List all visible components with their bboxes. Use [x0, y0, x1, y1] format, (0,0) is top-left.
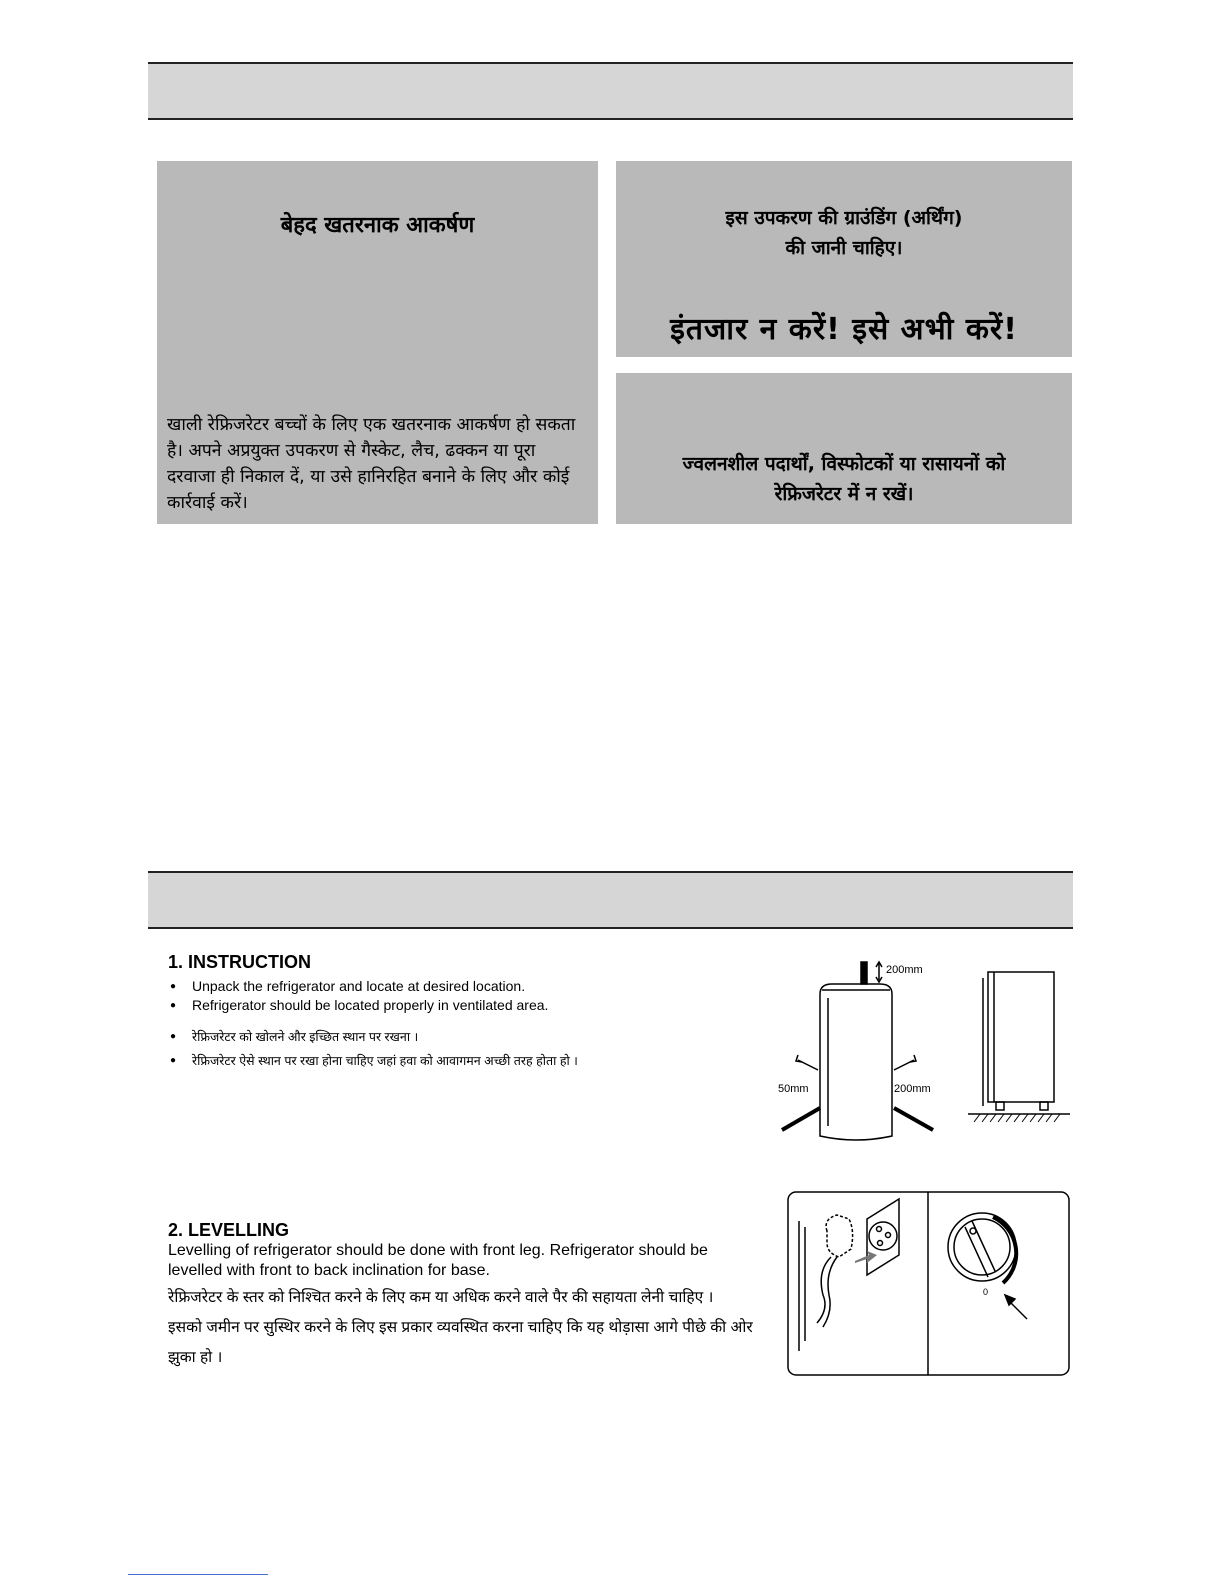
- grounding-slogan: इंतजार न करें! इसे अभी करें!: [670, 312, 1018, 347]
- section-header-band-bottom: [148, 871, 1073, 929]
- footer-rule: [128, 1574, 268, 1575]
- left-clearance-label: 50mm: [778, 1083, 809, 1095]
- levelling-body-hi-1: रेफ्रिजरेटर के स्तर को निश्चित करने के लिए कम या अधिक करने वाले पैर की सहायता लेनी चाहिए ।: [168, 1289, 714, 1306]
- warning-box-flammable: [616, 373, 1072, 524]
- list-item: ● रेफ्रिजरेटर ऐसे स्थान पर रखा होना चाहिए जहां हवा को आवागमन अच्छी तरह होता हो ।: [168, 1049, 768, 1073]
- instruction-heading: 1. INSTRUCTION: [168, 952, 312, 972]
- warning-title-attraction: बेहद खतरनाक आकर्षण: [280, 213, 475, 238]
- levelling-body-hi-2: इसको जमीन पर सुस्थिर करने के लिए इस प्रकार व्यवस्थित करना चाहिए कि यह थोड़ासा आगे पीछे की ओर झुका हो ।: [168, 1319, 753, 1366]
- top-clearance-label: 200mm: [886, 964, 923, 976]
- flammable-line-2: रेफ्रिजरेटर में न रखें।: [774, 483, 914, 505]
- plug-and-dial-diagram: [787, 1191, 1070, 1376]
- levelling-section: [168, 1220, 768, 1373]
- dial-zero-mark: 0: [983, 1287, 989, 1297]
- list-item: ● रेफ्रिजरेटर को खोलने और इच्छित स्थान पर रखना ।: [168, 1025, 768, 1049]
- levelling-heading: 2. LEVELLING: [168, 1220, 290, 1240]
- flammable-line-1: ज्वलनशील पदार्थों, विस्फोटकों या रासायनों को: [682, 453, 1006, 475]
- warning-body-attraction: खाली रेफ्रिजरेटर बच्चों के लिए एक खतरनाक आकर्षण हो सकता है। अपने अप्रयुक्त उपकरण से गैस्केट, लैच, ढक्कन या पूरा दरवाजा ही निकाल दें, या उसे हानिरहित बनाने के लिए और कोई कार्रवाई करें।: [167, 415, 576, 513]
- list-item: ● Unpack the refrigerator and locate at desired location.: [168, 977, 768, 996]
- grounding-line-1: इस उपकरण की ग्राउंडिंग (अर्थिंग): [725, 207, 963, 229]
- instruction-section: [168, 952, 768, 1073]
- grounding-line-2: की जानी चाहिए।: [785, 237, 903, 259]
- warning-box-attraction: [157, 161, 598, 524]
- levelling-body-en: Levelling of refrigerator should be done with front leg. Refrigerator should be levelled with front to back inclination for base.: [168, 1242, 708, 1279]
- section-header-band-top: [148, 62, 1073, 120]
- list-item: ● Refrigerator should be located properly in ventilated area.: [168, 996, 768, 1015]
- refrigerator-clearance-diagram: [778, 958, 1074, 1150]
- warning-box-grounding: [616, 161, 1072, 357]
- right-clearance-label: 200mm: [894, 1083, 931, 1095]
- instruction-bullets-en: [168, 977, 768, 1015]
- instruction-bullets-hi: [168, 1025, 768, 1073]
